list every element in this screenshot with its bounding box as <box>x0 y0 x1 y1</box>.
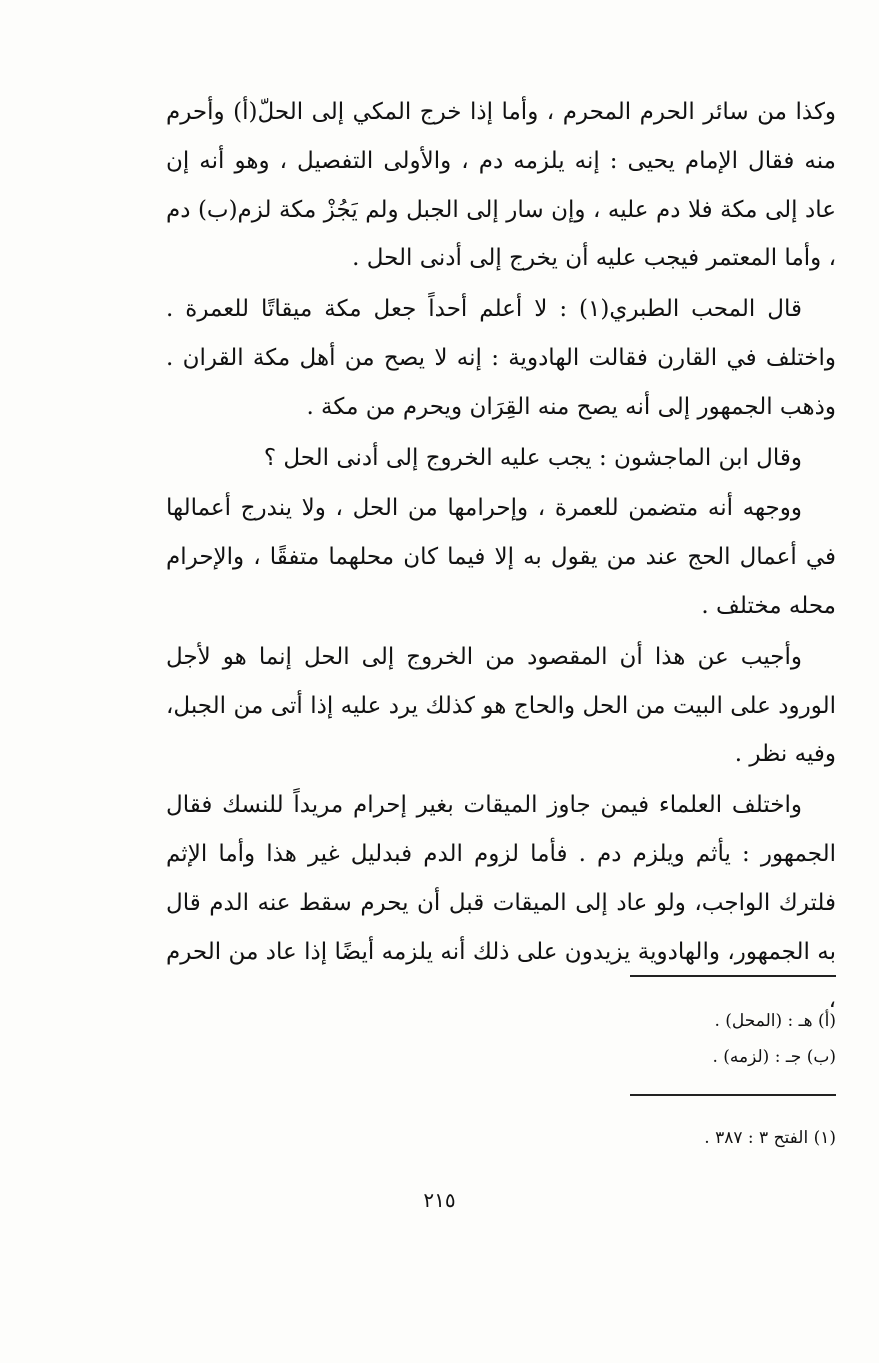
footnote-divider <box>630 1094 836 1096</box>
footnote-divider <box>630 975 836 977</box>
variant-note: (ب) جـ : (لزمه) . <box>712 1047 836 1067</box>
variant-note: (أ) هـ : (المحل) . <box>714 1011 836 1031</box>
paragraph: وأجيب عن هذا أن المقصود من الخروج إلى الحل إنما هو لأجل الورود على البيت من الحل والحاج هو كذلك يرد عليه إذا أتى من الجبل، وفيه نظر . <box>166 643 836 768</box>
footnote: (١) الفتح ٣ : ٣٨٧ . <box>704 1128 836 1148</box>
paragraph: قال المحب الطبري(١) : لا أعلم أحداً جعل مكة ميقاتًا للعمرة . واختلف في القارن فقالت الهادوية : إنه لا يصح من أهل مكة القران . وذهب الجمهور إلى أنه يصح منه القِرَان ويحرم من مكة . <box>166 296 836 420</box>
paragraph: وقال ابن الماجشون : يجب عليه الخروج إلى أدنى الحل ؟ <box>263 444 802 471</box>
paragraph: ووجهه أنه متضمن للعمرة ، وإحرامها من الحل ، ولا يندرج أعمالها في أعمال الحج عند من يقول به إلا فيما كان محلهما متفقًا ، والإحرام محله مختلف . <box>166 495 836 619</box>
paragraph: واختلف العلماء فيمن جاوز الميقات بغير إحرام مريداً للنسك فقال الجمهور : يأثم ويلزم دم . فأما لزوم الدم فبدليل غير هذا وأما الإثم فلترك الواجب، ولو عاد إلى الميقات قبل أن يحرم سقط عنه الدم قال به الجمهور، والهادوية يزيدون على ذلك أنه يلزمه أيضًا إذا عاد من الحرم ، <box>166 792 836 1014</box>
paragraph: وكذا من سائر الحرم المحرم ، وأما إذا خرج المكي إلى الحلّ(أ) وأحرم منه فقال الإمام يحيى : إنه يلزمه دم ، والأولى التفصيل ، وهو أنه إن عاد إلى مكة فلا دم عليه ، وإن سار إلى الجبل ولم يَجُزْ مكة لزم(ب) دم ، وأما المعتمر فيجب عليه أن يخرج إلى أدنى الحل . <box>166 99 836 272</box>
main-text <box>166 88 836 1025</box>
page-number: ٢١٥ <box>423 1188 456 1212</box>
